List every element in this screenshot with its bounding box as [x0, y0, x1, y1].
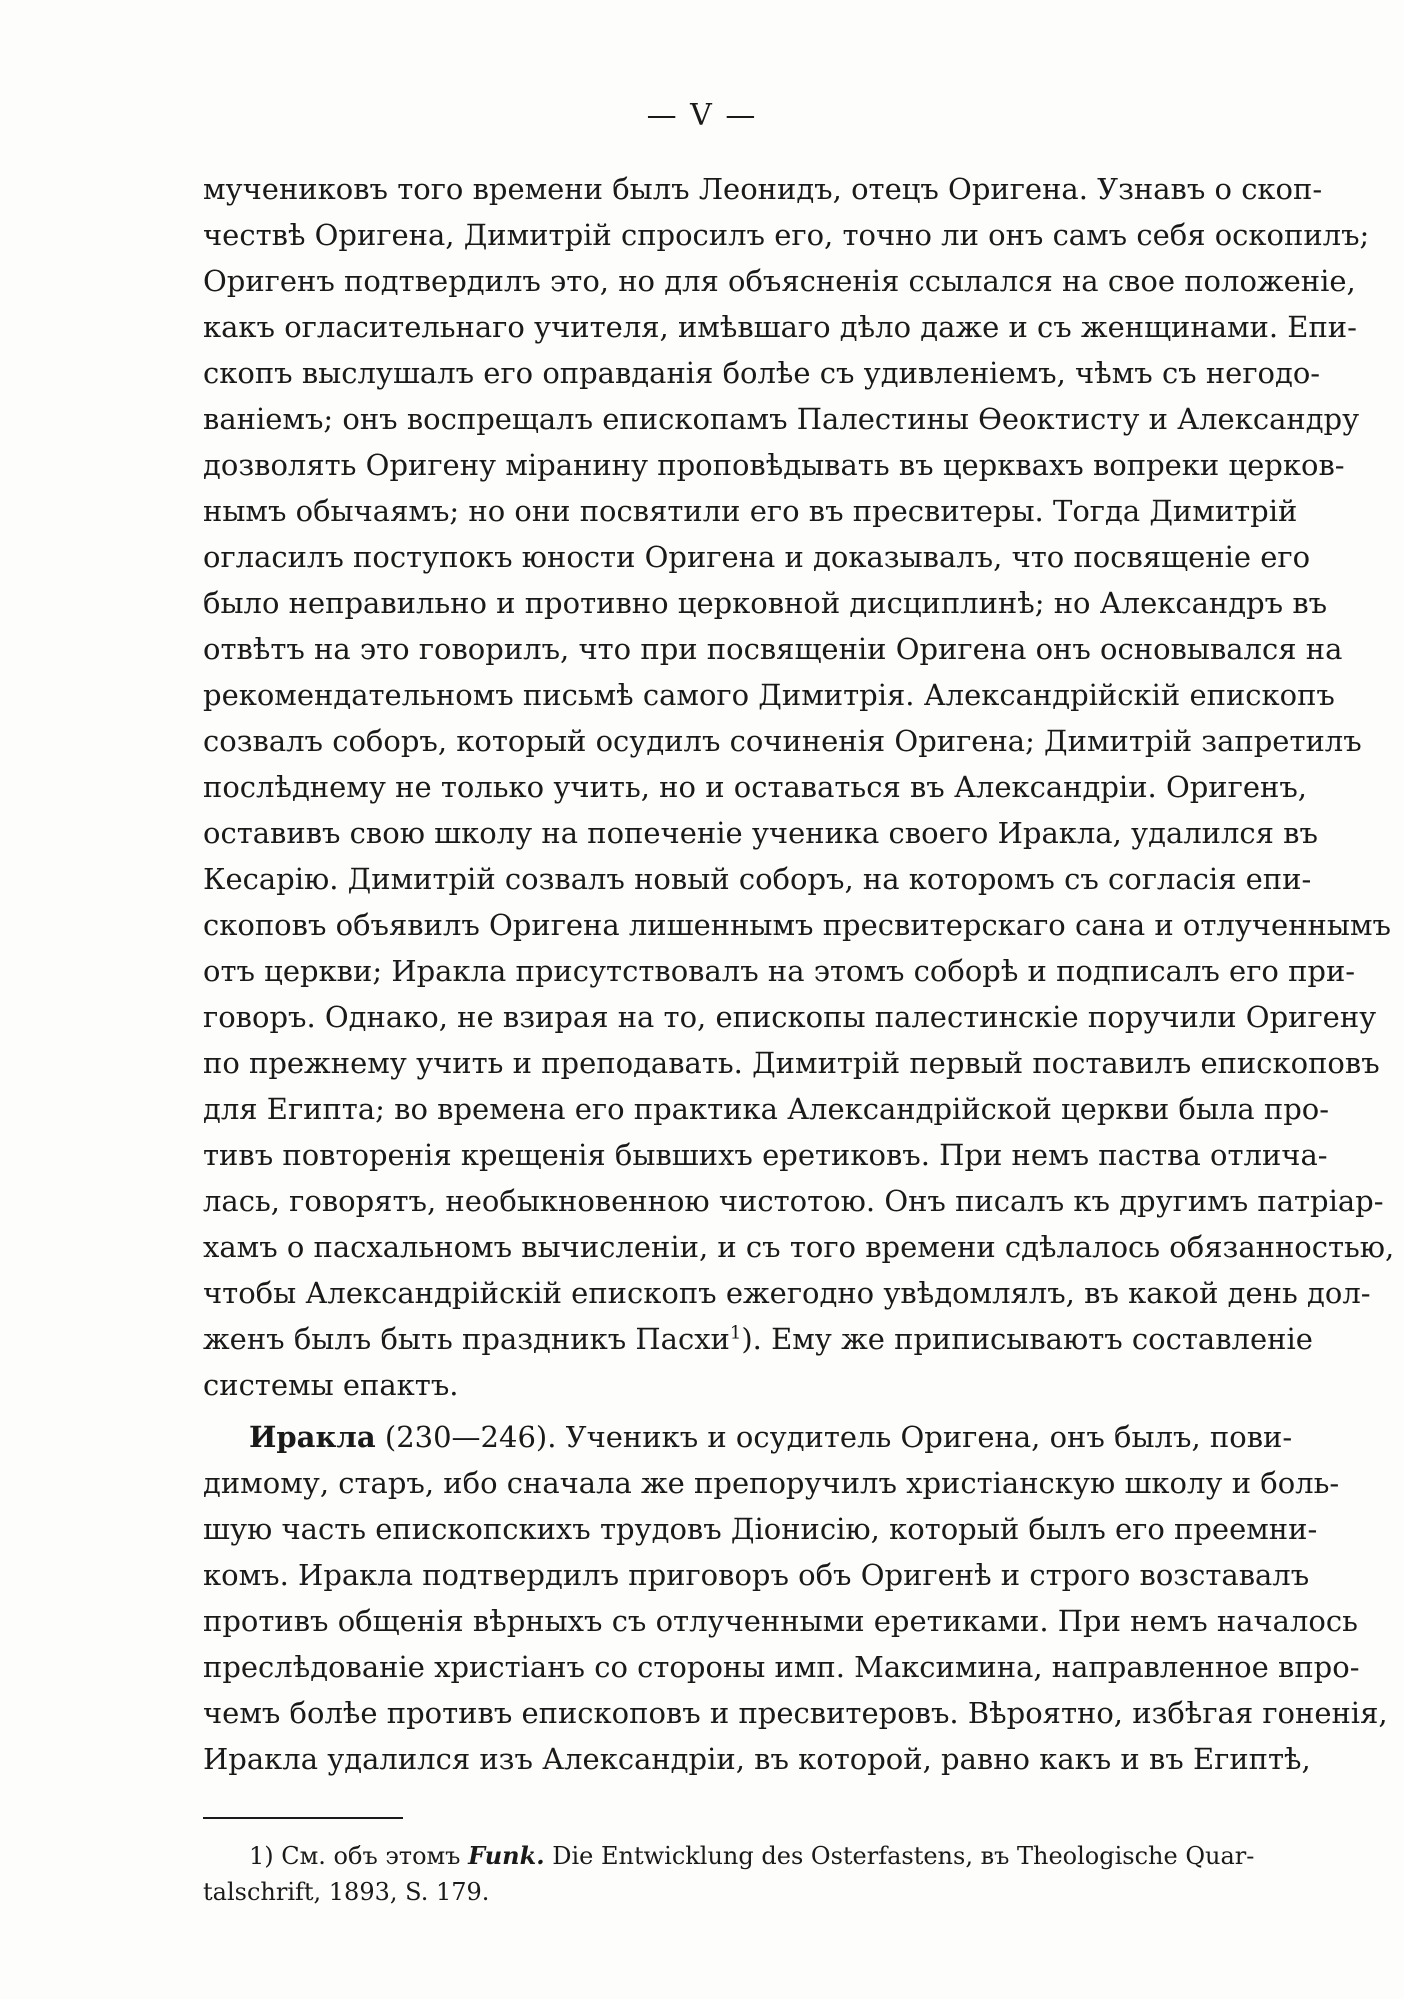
text-line: чемъ болѣе противъ епископовъ и пресвитеровъ. Вѣроятно, избѣгая гоненія, [203, 1696, 1388, 1730]
footnote-author: Funk. [468, 1841, 545, 1870]
text-line: оставивъ свою школу на попеченіе ученика своего Иракла, удалился въ [203, 816, 1318, 850]
text-line: Кесарію. Димитрій созвалъ новый соборъ, на которомъ съ согласія епи- [203, 862, 1312, 896]
text-line: нымъ обычаямъ; но они посвятили его въ пресвитеры. Тогда Димитрій [203, 494, 1298, 528]
text-line: послѣднему не только учить, но и оставаться въ Александріи. Оригенъ, [203, 770, 1307, 804]
text-line: говоръ. Однако, не взирая на то, епископы палестинскіе поручили Оригену [203, 1000, 1377, 1034]
text-line: отъ церкви; Иракла присутствовалъ на этомъ соборѣ и подписалъ его при- [203, 954, 1356, 988]
text-line: мучениковъ того времени былъ Леонидъ, отецъ Оригена. Узнавъ о скоп- [203, 172, 1323, 206]
text-line: для Египта; во времена его практика Александрійской церкви была про- [203, 1092, 1330, 1126]
text-line: чествѣ Оригена, Димитрій спросилъ его, точно ли онъ самъ себя оскопилъ; [203, 218, 1370, 252]
text-line: димому, старъ, ибо сначала же препоручилъ христіанскую школу и боль- [203, 1466, 1340, 1500]
text-line: отвѣтъ на это говорилъ, что при посвященіи Оригена онъ основывался на [203, 632, 1343, 666]
text-line: скопъ выслушалъ его оправданія болѣе съ удивленіемъ, чѣмъ съ негодо- [203, 356, 1321, 390]
text-segment: (230—246). Ученикъ и осудитель Оригена, онъ былъ, пови- [375, 1420, 1293, 1454]
text-line: огласилъ поступокъ юности Оригена и доказывалъ, что посвященіе его [203, 540, 1311, 574]
text-line: тивъ повторенія крещенія бывшихъ еретиковъ. При немъ паства отлича- [203, 1138, 1328, 1172]
text-line: противъ общенія вѣрныхъ съ отлученными еретиками. При немъ началось [203, 1604, 1358, 1638]
main-text [203, 166, 1395, 1782]
text-line: ваніемъ; онъ воспрещалъ епископамъ Палестины Ѳеоктисту и Александру [203, 402, 1360, 436]
footnote-line [203, 1838, 1255, 1874]
text-line: Иракла удалился изъ Александріи, въ которой, равно какъ и въ Египтѣ, [203, 1742, 1311, 1776]
text-line: шую часть епископскихъ трудовъ Діонисію, который былъ его преемни- [203, 1512, 1318, 1546]
paragraph-heading: Иракла [249, 1420, 376, 1454]
text-line: лась, говорятъ, необыкновенною чистотою. Онъ писалъ къ другимъ патріар- [203, 1184, 1384, 1218]
text-line: комъ. Иракла подтвердилъ приговоръ объ Оригенѣ и строго возставалъ [203, 1558, 1310, 1592]
text-line: преслѣдованіе христіанъ со стороны имп. Максимина, направленное впро- [203, 1650, 1360, 1684]
footnote-text: Die Entwicklung des Osterfastens, въ Theologische Quar- [544, 1842, 1255, 1870]
footnote [203, 1838, 1255, 1910]
footnote-number: 1) См. объ этомъ [249, 1842, 461, 1870]
text-line: скоповъ объявилъ Оригена лишеннымъ пресвитерскаго сана и отлученнымъ [203, 908, 1391, 942]
text-line: чтобы Александрійскій епископъ ежегодно увѣдомлялъ, въ какой день дол- [203, 1276, 1371, 1310]
footnote-ref[interactable]: 1 [729, 1322, 742, 1344]
text-line: по прежнему учить и преподавать. Димитрій первый поставилъ епископовъ [203, 1046, 1380, 1080]
page-number: — V — [646, 98, 758, 133]
text-line: системы епактъ. [203, 1368, 459, 1402]
text-segment: ). Ему же приписываютъ составленіе [741, 1322, 1313, 1356]
text-line: было неправильно и противно церковной дисциплинѣ; но Александръ въ [203, 586, 1328, 620]
text-line: рекомендательномъ письмѣ самого Димитрія. Александрійскій епископъ [203, 678, 1335, 712]
text-line: хамъ о пасхальномъ вычисленіи, и съ того времени сдѣлалось обязанностью, [203, 1230, 1395, 1264]
text-line-with-footnote [203, 1316, 1313, 1362]
text-line: созвалъ соборъ, который осудилъ сочиненія Оригена; Димитрій запретилъ [203, 724, 1362, 758]
text-line: Оригенъ подтвердилъ это, но для объясненія ссылался на свое положеніе, [203, 264, 1356, 298]
paragraph-heading-line [203, 1414, 1293, 1460]
text-line: дозволять Оригену міранину проповѣдывать въ церквахъ вопреки церков- [203, 448, 1345, 482]
text-line: какъ огласительнаго учителя, имѣвшаго дѣло даже и съ женщинами. Епи- [203, 310, 1357, 344]
footnote-line: talschrift, 1893, S. 179. [203, 1878, 490, 1906]
text-segment: женъ былъ быть праздникъ Пасхи [203, 1322, 730, 1356]
footnote-divider [203, 1817, 403, 1819]
